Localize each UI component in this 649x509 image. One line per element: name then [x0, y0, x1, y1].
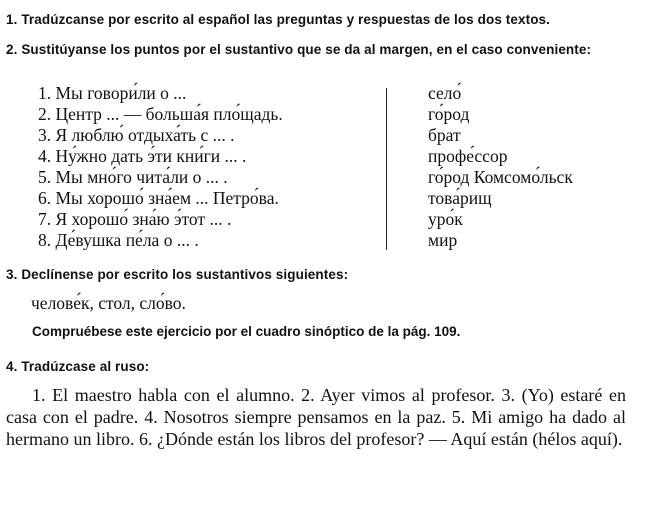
exercise-3-text: Declínense por escrito los sustantivos siguientes: [21, 267, 349, 282]
sentence-item: 1. Мы говори́ли о ... [38, 83, 187, 103]
exercise-2-heading [6, 42, 636, 57]
exercise-4-number: 4. [6, 359, 18, 374]
sentence-item: 5. Мы мно́го чита́ли о ... . [38, 167, 228, 187]
sentence-list [38, 83, 283, 251]
column-divider [386, 88, 387, 250]
check-note: Compruébese este ejercicio por el cuadro sinóptico de la pág. 109. [32, 324, 461, 339]
noun-item: брат [428, 125, 461, 145]
noun-item: уро́к [428, 209, 463, 229]
exercise-4-heading [6, 359, 149, 374]
exercise-1-number: 1. [6, 12, 18, 27]
sentence-item: 6. Мы хорошо́ зна́ем ... Петро́ва. [38, 188, 279, 208]
exercise-2-text: Sustitúyanse los puntos por el sustantivo que se da al margen, en el caso conveniente: [21, 42, 592, 57]
noun-list [428, 83, 573, 251]
sentence-item: 2. Центр ... — больша́я пло́щадь. [38, 104, 283, 124]
exercise-4-text: Tradúzcase al ruso: [21, 359, 150, 374]
noun-item: го́род [428, 104, 470, 124]
exercise-2-number: 2. [6, 42, 18, 57]
sentence-item: 8. Де́вушка пе́ла о ... . [38, 230, 199, 250]
exercise-1-text: Tradúzcanse por escrito al español las preguntas y respuestas de los dos textos. [21, 12, 551, 27]
sentence-item: 3. Я люблю́ отдыха́ть с ... . [38, 125, 235, 145]
sentence-item: 4. Ну́жно дать э́ти кни́ги ... . [38, 146, 247, 166]
exercise-1-heading [6, 12, 550, 27]
noun-item: това́рищ [428, 188, 492, 208]
noun-item: го́род Комсомо́льск [428, 167, 573, 187]
exercise-3-number: 3. [6, 267, 18, 282]
sentence-item: 7. Я хорошо́ зна́ю э́тот ... . [38, 209, 232, 229]
noun-item: село́ [428, 83, 462, 103]
exercise-3-heading [6, 267, 348, 282]
noun-item: мир [428, 230, 458, 250]
exercise-3-words: челове́к, стол, сло́во. [31, 293, 186, 313]
exercise-4-paragraph: 1. El maestro habla con el alumno. 2. Ayer vimos al profesor. 3. (Yo) estaré en casa con el padre. 4. Nosotros siempre pensamos en la paz. 5. Mi amigo ha dado al hermano un libro. 6. ¿Dónde están los libros del profesor? — Aquí están (hélos aquí). [6, 385, 626, 449]
noun-item: профе́ссор [428, 146, 508, 166]
